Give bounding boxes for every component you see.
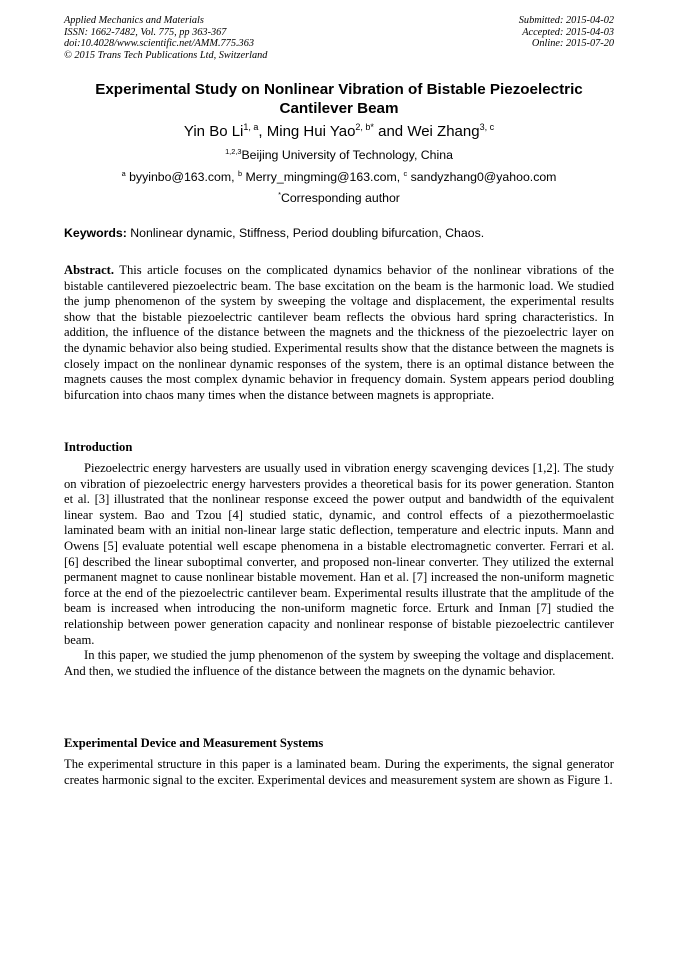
publication-dates — [519, 15, 614, 50]
journal-doi: doi:10.4028/www.scientific.net/AMM.775.363 — [64, 38, 254, 50]
author-3-affil: 3, c — [479, 122, 495, 132]
author-1-name: Yin Bo Li — [183, 123, 244, 140]
author-2-affil: 2, b* — [355, 122, 374, 132]
author-separator: , — [258, 123, 267, 140]
title-line-1: Experimental Study on Nonlinear Vibration of Bistable Piezoelectric — [95, 81, 583, 98]
abstract-label: Abstract. — [64, 263, 115, 277]
email-marker-c: c — [403, 168, 408, 178]
journal-issn: ISSN: 1662-7482, Vol. 775, pp 363-367 — [64, 26, 227, 38]
email-marker-b: b — [237, 168, 243, 178]
date-accepted: Accepted: 2015-04-03 — [522, 26, 614, 38]
introduction-body — [64, 461, 614, 679]
abstract-paragraph — [64, 263, 614, 403]
experimental-heading: Experimental Device and Measurement Systems — [64, 736, 324, 750]
introduction-paragraph-2: In this paper, we studied the jump phenomenon of the system by sweeping the voltage and displacement. And then, we studied the influence of the distance between the magnets on the dynamic behavior. — [64, 648, 614, 678]
journal-name: Applied Mechanics and Materials — [64, 15, 204, 26]
introduction-heading: Introduction — [64, 440, 133, 454]
abstract-text: This article focuses on the complicated dynamics behavior of the nonlinear vibrations of the bistable cantilevered piezoelectric beam. The base excitation on the beam is the harmonic load. We studied the jump phenomenon of the system by sweeping the voltage and displacement, the experimental results show that the bistable piezoelectric cantilever beam reflects the obvious hard spring characteristics. In addition, the influence of the distance between the magnets and the thickness of the piezoelectric layer on the dynamic behavior also being studied. Experimental results show that the distance between the magnets is closely impact on the nonlinear dynamic responses of the system, there is an optimal distance between the magnets causes the most complex dynamic behavior in frequency domain. System appears period doubling bifurcation into chaos many times when the distance between magnets is appropriate. — [64, 263, 614, 402]
email-a: byyinbo@163.com, — [125, 170, 238, 184]
email-c: sandyzhang0@yahoo.com — [407, 170, 557, 184]
experimental-paragraph-1: The experimental structure in this paper is a laminated beam. During the experiments, the signal generator creates harmonic signal to the exciter. Experimental devices and measurement system are shown as Figure 1. — [64, 757, 614, 787]
abstract — [64, 263, 614, 403]
affiliation-marker: 1,2,3 — [225, 146, 242, 156]
author-2-name: Ming Hui Yao — [266, 123, 356, 140]
paper-title — [60, 80, 618, 118]
keywords-text: Nonlinear dynamic, Stiffness, Period doubling bifurcation, Chaos. — [126, 226, 485, 240]
corresponding-author-note — [60, 191, 618, 206]
corresponding-text: Corresponding author — [280, 191, 400, 205]
author-list — [60, 123, 618, 141]
introduction-paragraph-1: Piezoelectric energy harvesters are usually used in vibration energy scavenging devices [1,2]. The study on vibration of piezoelectric energy harvesters provides a theoretical basis for its power generation. Stanton et al. [3] illustrated that the nonlinear response exceed the power output and bandwidth of the equivalent linear system. Bao and Tzou [4] studied static, dynamic, and control effects of a piezothermoelastic laminated beam with an initial non-linear large static deflection, temperature and electric inputs. Mann and Owens [5] evaluate potential well escape phenomena in a bistable electromagnetic converter. Ferrari et al. [6] described the linear suboptimal converter, and proposed non-linear converter. They utilized the external permanent magnet to cause nonlinear bistable movement. Han et al. [7] increased the non-uniform magnetic force at the end of the piezoelectric cantilever beam. Experimental results illustrate that the amplitude of the beam is increased when introducing the non-uniform magnetic force. Erturk and Inman [7] studied the relationship between power generation capacity and nonlinear response of bistable piezoelectric cantilever beam. — [64, 461, 614, 647]
author-3-name: Wei Zhang — [407, 123, 480, 140]
email-b: Merry_mingming@163.com, — [242, 170, 404, 184]
author-separator: and — [373, 123, 408, 140]
journal-info — [64, 15, 267, 61]
date-submitted: Submitted: 2015-04-02 — [518, 15, 614, 26]
keywords — [64, 226, 614, 241]
corresponding-marker: * — [278, 189, 281, 199]
keywords-label: Keywords: — [64, 226, 127, 240]
journal-copyright: © 2015 Trans Tech Publications Ltd, Switzerland — [64, 49, 268, 61]
affiliation-text: Beijing University of Technology, China — [241, 148, 453, 162]
author-emails — [60, 170, 618, 185]
author-1-affil: 1, a — [243, 122, 259, 132]
title-line-2: Cantilever Beam — [279, 100, 399, 117]
affiliation — [60, 148, 618, 163]
date-online: Online: 2015-07-20 — [531, 38, 614, 50]
experimental-body — [64, 757, 614, 788]
email-marker-a: a — [121, 168, 126, 178]
